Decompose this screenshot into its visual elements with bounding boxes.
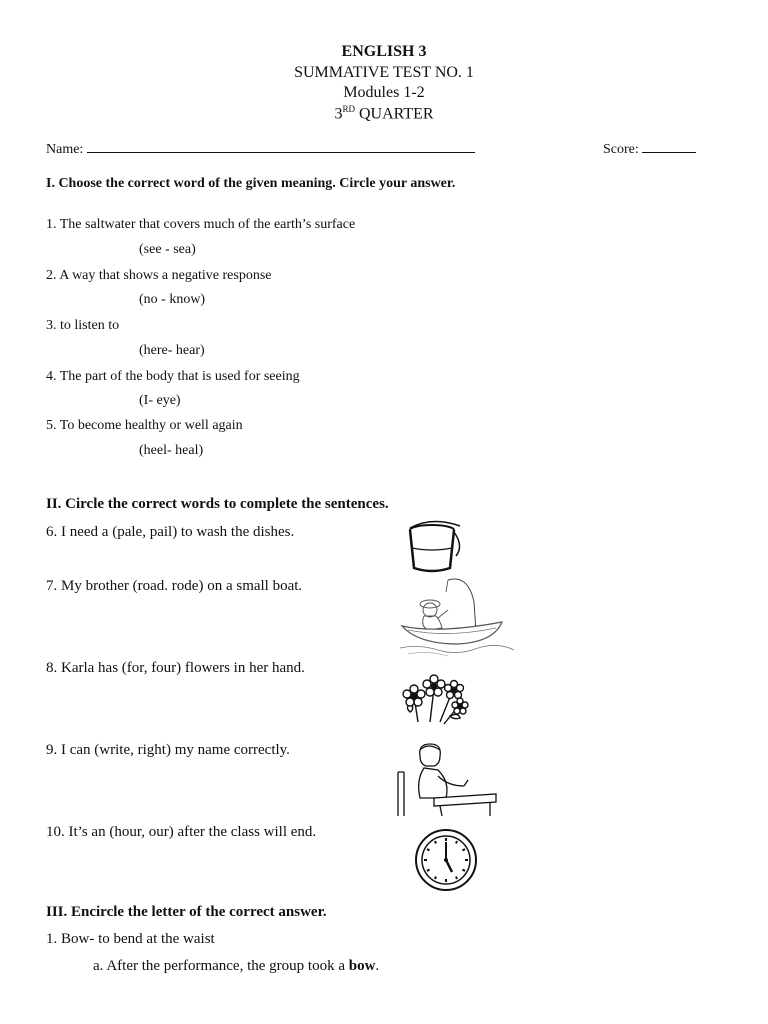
boy-fishing-boat-icon: [398, 572, 516, 658]
part3-choice-a[interactable]: a. After the performance, the group took a bow.: [93, 958, 380, 974]
score-blank[interactable]: [642, 139, 696, 153]
flowers-icon: [400, 672, 470, 732]
bucket-icon: [402, 518, 466, 574]
part2-question[interactable]: 9. I can (write, right) my name correctly.: [46, 742, 290, 758]
part1-question: 1. The saltwater that covers much of the earth’s surface: [46, 217, 356, 232]
part3-question: 1. Bow- to bend at the waist: [46, 931, 215, 947]
part2-question[interactable]: 10. It’s an (hour, our) after the class will end.: [46, 824, 317, 840]
child-writing-icon: [380, 742, 508, 818]
test-subtitle: SUMMATIVE TEST NO. 1: [294, 64, 474, 81]
name-field: [46, 139, 475, 158]
clock-icon: [412, 826, 480, 894]
quarter-label: 3RD QUARTER: [334, 104, 434, 123]
part1-choices[interactable]: (heel- heal): [139, 443, 204, 458]
part1-choices[interactable]: (no - know): [139, 292, 206, 307]
part1-question: 3. to listen to: [46, 318, 120, 333]
name-blank[interactable]: [87, 139, 475, 153]
part2-question[interactable]: 7. My brother (road. rode) on a small boat.: [46, 578, 303, 594]
part1-choices[interactable]: (see - sea): [139, 242, 196, 257]
part1-choices[interactable]: (here- hear): [139, 343, 205, 358]
part1-question: 5. To become healthy or well again: [46, 418, 243, 433]
part2-question[interactable]: 8. Karla has (for, four) flowers in her hand.: [46, 660, 305, 676]
part1-instruction: I. Choose the correct word of the given meaning. Circle your answer.: [46, 176, 456, 191]
modules-label: Modules 1-2: [343, 84, 425, 101]
test-title: ENGLISH 3: [341, 43, 427, 60]
part1-choices[interactable]: (I- eye): [139, 393, 181, 408]
name-label: Name:: [46, 142, 84, 157]
part2-question[interactable]: 6. I need a (pale, pail) to wash the dishes.: [46, 524, 295, 540]
score-field: [603, 139, 696, 158]
part2-instruction: II. Circle the correct words to complete the sentences.: [46, 496, 389, 512]
part3-instruction: III. Encircle the letter of the correct answer.: [46, 904, 327, 920]
part1-question: 2. A way that shows a negative response: [46, 268, 272, 283]
score-label: Score:: [603, 142, 639, 157]
part1-question: 4. The part of the body that is used for seeing: [46, 369, 300, 384]
